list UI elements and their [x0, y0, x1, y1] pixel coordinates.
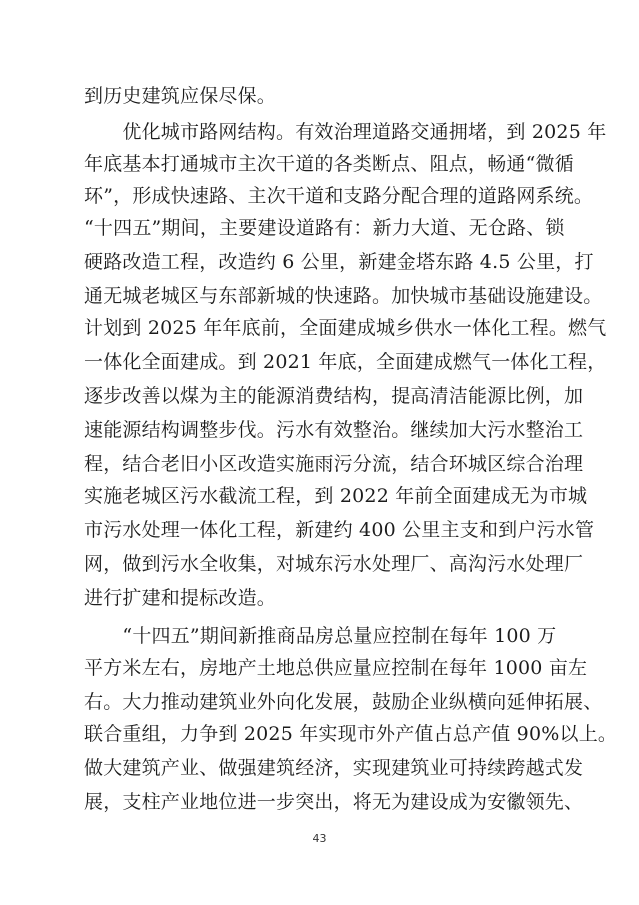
text-line: 展，支柱产业地位进一步突出，将无为建设成为安徽领先、: [84, 791, 584, 813]
text-line: 市污水处理一体化工程，新建约 400 公里主支和到户污水管: [84, 519, 595, 541]
text-line: 联合重组，力争到 2025 年实现市外产值占总产值 90%以上。: [84, 723, 618, 745]
text-line: 速能源结构调整步伐。污水有效整治。继续加大污水整治工: [84, 419, 584, 441]
text-line: 优化城市路网结构。有效治理道路交通拥堵，到 2025 年: [84, 121, 607, 143]
text-line: 平方米左右，房地产土地总供应量应控制在每年 1000 亩左: [84, 657, 588, 679]
text-line: 环”，形成快速路、主次干道和支路分配合理的道路网系统。: [84, 185, 594, 207]
text-line: 网，做到污水全收集，对城东污水处理厂、高沟污水处理厂: [84, 553, 584, 575]
text-line: 通无城老城区与东部新城的快速路。加快城市基础设施建设。: [84, 285, 603, 307]
text-line: 程，结合老旧小区改造实施雨污分流，结合环城区综合治理: [84, 453, 584, 475]
text-line: 年底基本打通城市主次干道的各类断点、阻点，畅通“微循: [84, 153, 574, 175]
text-line: 计划到 2025 年年底前，全面建成城乡供水一体化工程。燃气: [84, 317, 607, 339]
text-line: 逐步改善以煤为主的能源消费结构，提高清洁能源比例，加: [84, 385, 584, 407]
text-line: 做大建筑产业、做强建筑经济，实现建筑业可持续跨越式发: [84, 757, 584, 779]
text-line: 一体化全面建成。到 2021 年底，全面建成燃气一体化工程，: [84, 351, 607, 373]
text-line: 实施老城区污水截流工程，到 2022 年前全面建成无为市城: [84, 485, 588, 507]
text-line: 右。大力推动建筑业外向化发展，鼓励企业纵横向延伸拓展、: [84, 691, 603, 713]
text-line: 硬路改造工程，改造约 6 公里，新建金塔东路 4.5 公里，打: [84, 251, 594, 273]
text-line: 进行扩建和提标改造。: [84, 587, 277, 609]
text-line: “十四五”期间，主要建设道路有：新力大道、无仓路、锁: [84, 217, 565, 239]
text-line: 到历史建筑应保尽保。: [84, 85, 277, 107]
text-line: “十四五”期间新推商品房总量应控制在每年 100 万: [84, 625, 557, 647]
page-number: 43: [312, 832, 327, 845]
